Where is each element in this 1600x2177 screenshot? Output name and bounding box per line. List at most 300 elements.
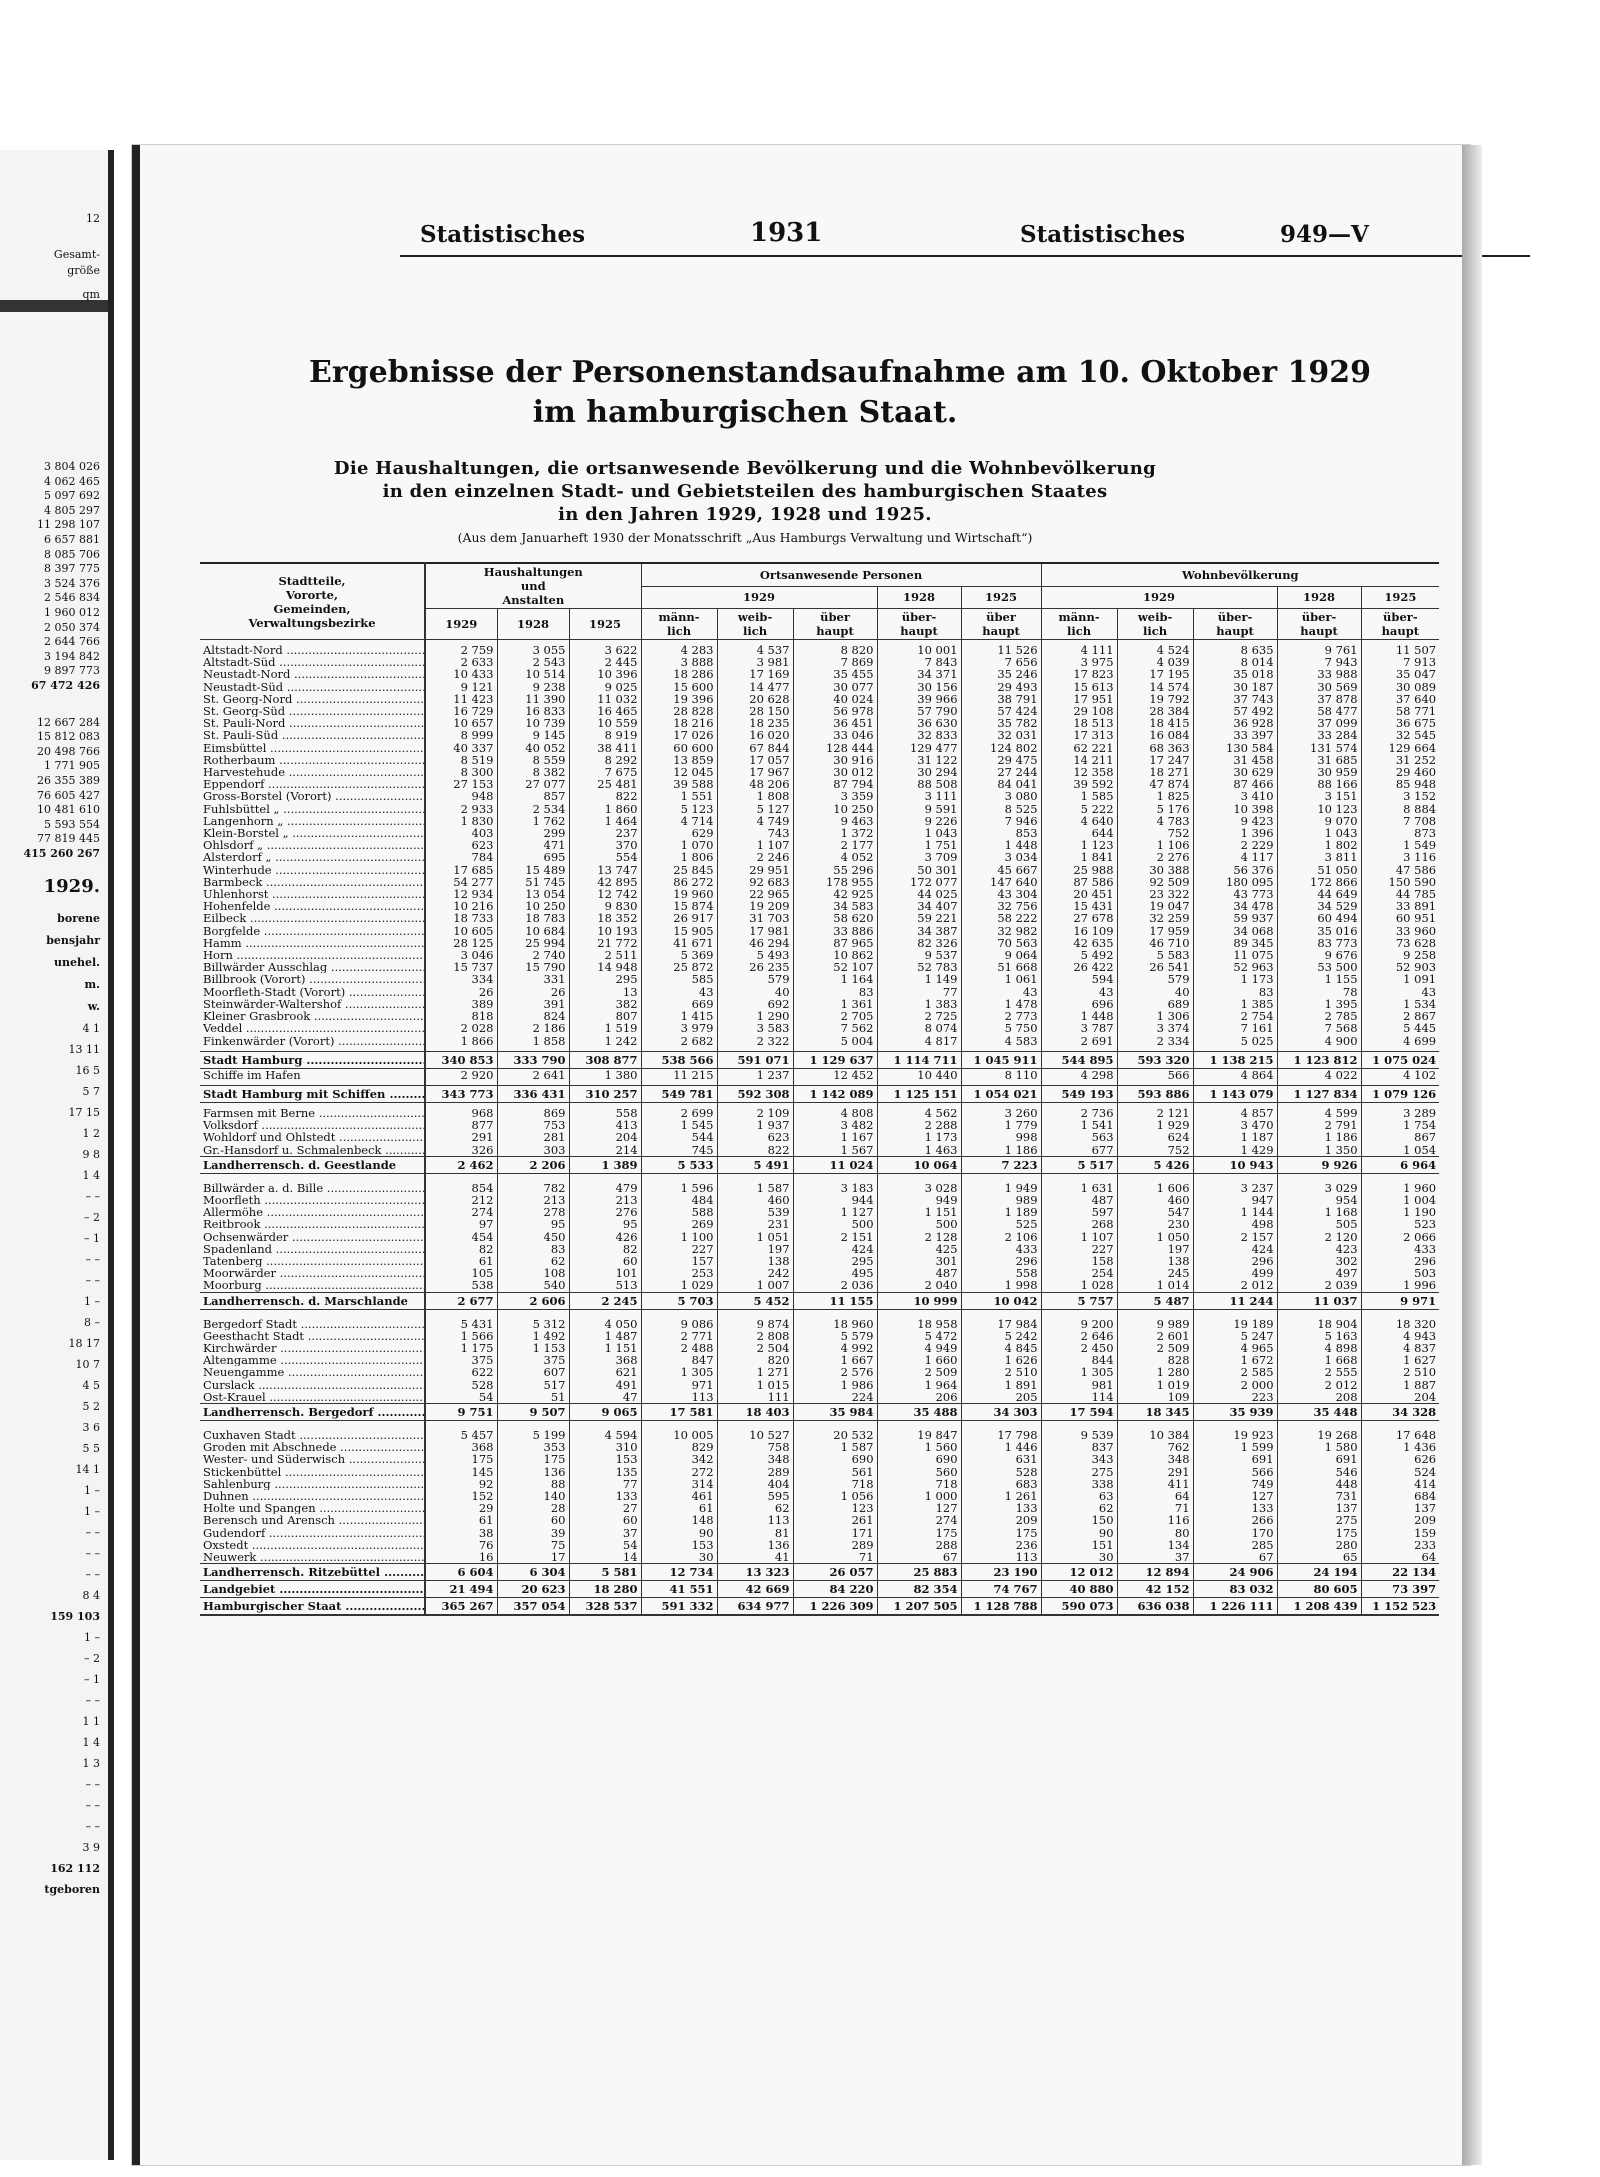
table-cell: 1 606 <box>1117 1182 1193 1194</box>
table-cell: 743 <box>717 827 793 839</box>
table-cell: 368 <box>569 1354 641 1366</box>
table-cell: 1 567 <box>793 1144 877 1157</box>
table-cell: 133 <box>1193 1502 1277 1514</box>
table-cell: 20 623 <box>497 1581 569 1598</box>
table-cell: 253 <box>641 1267 717 1279</box>
table-row <box>200 986 1439 998</box>
left-strip-text: 5 593 554 <box>44 817 100 831</box>
table-cell: 1 305 <box>641 1366 717 1378</box>
table-cell: 56 376 <box>1193 864 1277 876</box>
table-cell: 20 628 <box>717 693 793 705</box>
table-cell: 9 065 <box>569 1403 641 1420</box>
table-cell: 9 064 <box>961 949 1041 961</box>
table-cell: 272 <box>641 1466 717 1478</box>
row-label: Altstadt-Süd ..... <box>200 656 425 668</box>
table-cell: 1 100 <box>641 1231 717 1243</box>
table-cell: 4 857 <box>1193 1107 1277 1119</box>
table-cell: 2 462 <box>425 1156 497 1173</box>
table-cell: 61 <box>425 1255 497 1267</box>
table-cell: 4 965 <box>1193 1342 1277 1354</box>
table-cell: 2 000 <box>1193 1379 1277 1391</box>
table-cell: 854 <box>425 1182 497 1194</box>
left-strip-text: – – <box>85 1189 100 1203</box>
row-label: Groden mit Abschnede ..... <box>200 1441 425 1453</box>
table-cell: 9 989 <box>1117 1318 1193 1330</box>
table-cell: 47 586 <box>1395 863 1437 876</box>
table-cell: 42 925 <box>793 888 877 900</box>
table-cell: 26 <box>497 986 569 998</box>
summary-row <box>200 1403 1439 1420</box>
table-cell: 227 <box>641 1243 717 1255</box>
running-head-left: Statistisches <box>420 221 586 248</box>
table-cell: 22 134 <box>1361 1564 1439 1581</box>
table-cell: 2 867 <box>1403 1010 1437 1023</box>
table-cell: 22 965 <box>717 888 793 900</box>
table-cell: 15 874 <box>641 900 717 912</box>
table-cell: 752 <box>1117 827 1193 839</box>
table-cell: 689 <box>1117 998 1193 1010</box>
table-cell: 33 891 <box>1395 900 1437 913</box>
table-cell: 10 064 <box>877 1156 961 1173</box>
table-cell: 8 014 <box>1193 656 1277 668</box>
table-cell: 5 247 <box>1193 1330 1277 1342</box>
table-cell: 274 <box>425 1206 497 1218</box>
row-label: Billbrook (Vorort) ..... <box>200 973 425 985</box>
left-strip-text: unehel. <box>54 955 100 969</box>
table-cell: 1 580 <box>1277 1441 1361 1453</box>
table-cell: 60 494 <box>1277 912 1361 924</box>
table-cell: 86 272 <box>641 876 717 888</box>
row-label: Moorfleth-Stadt (Vorort) ..... <box>200 986 425 998</box>
table-cell: 14 477 <box>717 681 793 693</box>
table-cell: 59 937 <box>1193 912 1277 924</box>
table-cell: 1 380 <box>569 1068 641 1081</box>
row-label: Hamm ..... <box>200 937 425 949</box>
table-cell: 5 312 <box>497 1318 569 1330</box>
table-cell: 90 <box>641 1527 717 1539</box>
table-cell: 8 382 <box>497 766 569 778</box>
table-cell: 10 001 <box>877 644 961 656</box>
table-cell: 590 073 <box>1041 1598 1117 1616</box>
table-cell: 4 714 <box>641 815 717 827</box>
table-cell: 11 024 <box>793 1156 877 1173</box>
table-cell: 27 678 <box>1041 912 1117 924</box>
table-cell: 2 725 <box>877 1010 961 1022</box>
table-cell: 10 250 <box>793 803 877 815</box>
table-row <box>200 1194 1439 1206</box>
left-strip-text: tgeboren <box>44 1882 100 1896</box>
table-cell: 62 <box>717 1502 793 1514</box>
table-cell: 17 313 <box>1041 729 1117 741</box>
table-cell: 9 200 <box>1041 1318 1117 1330</box>
table-cell: 5 242 <box>961 1330 1041 1342</box>
table-cell: 549 193 <box>1041 1085 1117 1102</box>
table-cell: 2 785 <box>1277 1010 1361 1022</box>
table-cell: 2 109 <box>717 1107 793 1119</box>
left-strip-text: 1 – <box>84 1483 100 1497</box>
table-cell: 36 928 <box>1193 717 1277 729</box>
table-cell: 837 <box>1041 1441 1117 1453</box>
table-cell: 78 <box>1277 986 1361 998</box>
left-strip-text: – – <box>85 1567 100 1581</box>
table-cell: 10 440 <box>877 1068 961 1081</box>
table-cell: 828 <box>1117 1354 1193 1366</box>
table-cell: 753 <box>497 1119 569 1131</box>
table-cell: 853 <box>961 827 1041 839</box>
table-cell: 3 359 <box>793 790 877 802</box>
table-cell: 34 583 <box>793 900 877 912</box>
table-cell: 495 <box>793 1267 877 1279</box>
table-cell: 178 955 <box>793 876 877 888</box>
row-label: Landherrensch. d. Marschlande <box>200 1292 425 1309</box>
table-row <box>200 681 1439 693</box>
page-number: 949—V <box>1280 221 1369 248</box>
table-cell: 7 869 <box>793 656 877 668</box>
table-cell: 31 122 <box>877 754 961 766</box>
table-cell: 1 626 <box>961 1354 1041 1366</box>
summary-row <box>200 1085 1439 1102</box>
table-cell: 782 <box>497 1182 569 1194</box>
row-label: Langenhorn „ ..... <box>200 815 425 827</box>
left-strip-text: 13 11 <box>68 1042 100 1056</box>
table-cell: 205 <box>961 1391 1041 1404</box>
row-label: Hohenfelde ..... <box>200 900 425 912</box>
table-row <box>200 754 1439 766</box>
table-cell: 3 709 <box>877 851 961 863</box>
table-cell: 370 <box>569 839 641 851</box>
table-cell: 175 <box>497 1453 569 1465</box>
table-cell: 7 913 <box>1403 656 1437 669</box>
row-label: Alsterdorf „ ..... <box>200 851 425 863</box>
row-label: Eppendorf ..... <box>200 778 425 790</box>
table-cell: 152 <box>425 1490 497 1502</box>
table-cell: 9 258 <box>1403 949 1437 962</box>
table-cell: 623 <box>717 1131 793 1143</box>
table-cell: 231 <box>717 1218 793 1230</box>
table-cell: 1 208 439 <box>1277 1598 1361 1616</box>
table-cell: 4 992 <box>793 1342 877 1354</box>
table-cell: 2 445 <box>569 656 641 668</box>
table-cell: 266 <box>1193 1514 1277 1526</box>
summary-row <box>200 1051 1439 1068</box>
table-cell: 61 <box>641 1502 717 1514</box>
row-label: Steinwärder-Waltershof ..... <box>200 998 425 1010</box>
table-cell: 1 151 <box>877 1206 961 1218</box>
table-cell: 413 <box>569 1119 641 1131</box>
table-body <box>200 640 1439 1616</box>
table-cell: 9 591 <box>877 803 961 815</box>
table-cell: 299 <box>497 827 569 839</box>
table-cell: 745 <box>641 1144 717 1157</box>
table-cell: 82 <box>569 1243 641 1255</box>
table-cell: 214 <box>569 1144 641 1157</box>
table-row <box>200 790 1439 802</box>
table-cell: 822 <box>569 790 641 802</box>
table-cell: 275 <box>1041 1466 1117 1478</box>
table-cell: 30 077 <box>793 681 877 693</box>
table-cell: 19 189 <box>1193 1318 1277 1330</box>
table-cell: 280 <box>1277 1539 1361 1551</box>
table-cell: 566 <box>1193 1466 1277 1478</box>
table-cell: 424 <box>1193 1243 1277 1255</box>
table-cell: 1 668 <box>1277 1354 1361 1366</box>
table-cell: 30 <box>1041 1551 1117 1564</box>
table-cell: 1 173 <box>1193 973 1277 985</box>
table-cell: 454 <box>425 1231 497 1243</box>
left-strip-text: größe <box>67 264 100 277</box>
table-cell: 2 933 <box>425 803 497 815</box>
table-cell: 375 <box>497 1354 569 1366</box>
table-cell: 5 533 <box>641 1156 717 1173</box>
table-cell: 867 <box>1414 1131 1437 1144</box>
row-label: Billwärder a. d. Bille ..... <box>200 1182 425 1194</box>
table-cell: 41 <box>717 1551 793 1564</box>
left-strip-text: – – <box>85 1798 100 1812</box>
table-cell: 1 019 <box>1117 1379 1193 1391</box>
table-cell: 83 032 <box>1193 1581 1277 1598</box>
table-cell: 41 551 <box>641 1581 717 1598</box>
table-cell: 52 963 <box>1193 961 1277 973</box>
table-cell: 1 396 <box>1193 827 1277 839</box>
total-header: über- haupt <box>1361 609 1439 640</box>
left-strip-text: 8 085 706 <box>44 547 100 561</box>
left-strip-text: – – <box>85 1777 100 1791</box>
table-cell: 285 <box>1193 1539 1277 1551</box>
table-cell: 16 729 <box>425 705 497 717</box>
table-cell: 9 226 <box>877 815 961 827</box>
table-cell: 690 <box>793 1453 877 1465</box>
table-cell: 35 984 <box>793 1403 877 1420</box>
row-label: Harvestehude ..... <box>200 766 425 778</box>
table-cell: 1 045 911 <box>961 1051 1041 1068</box>
table-cell: 10 042 <box>961 1292 1041 1309</box>
summary-row <box>200 1564 1439 1581</box>
table-cell: 2 773 <box>961 1010 1041 1022</box>
table-cell: 524 <box>1414 1465 1437 1478</box>
table-cell: 303 <box>497 1144 569 1157</box>
row-label: Cuxhaven Stadt ..... <box>200 1429 425 1441</box>
table-cell: 11 155 <box>793 1292 877 1309</box>
table-cell: 60 <box>569 1514 641 1526</box>
table-cell: 752 <box>1117 1144 1193 1157</box>
table-cell: 175 <box>425 1453 497 1465</box>
table-row <box>200 1255 1439 1267</box>
table-cell: 7 708 <box>1403 814 1437 828</box>
table-cell: 1 415 <box>641 1010 717 1022</box>
table-cell: 131 574 <box>1277 742 1361 754</box>
left-page-edge <box>0 300 108 312</box>
running-head-year: 1931 <box>750 218 823 248</box>
table-cell: 197 <box>1117 1243 1193 1255</box>
table-cell: 39 592 <box>1041 778 1117 790</box>
table-cell: 310 257 <box>569 1085 641 1102</box>
table-cell: 5 517 <box>1041 1156 1117 1173</box>
table-cell: 46 294 <box>717 937 793 949</box>
table-cell: 1 043 <box>1277 827 1361 839</box>
table-cell: 269 <box>641 1218 717 1230</box>
table-cell: 57 492 <box>1193 705 1277 717</box>
table-cell: 21 772 <box>569 937 641 949</box>
left-strip-text: 5 7 <box>82 1084 100 1098</box>
table-cell: 1 627 <box>1403 1354 1437 1367</box>
table-cell: 9 751 <box>425 1403 497 1420</box>
table-cell: 274 <box>877 1514 961 1526</box>
table-cell: 5 457 <box>425 1429 497 1441</box>
table-cell: 89 345 <box>1193 937 1277 949</box>
row-label: Reitbrook ..... <box>200 1218 425 1230</box>
table-cell: 16 465 <box>569 705 641 717</box>
table-cell: 4 583 <box>961 1035 1041 1047</box>
table-cell: 92 509 <box>1117 876 1193 888</box>
table-cell: 128 444 <box>793 742 877 754</box>
table-cell: 1 186 <box>1277 1131 1361 1143</box>
table-row <box>200 1429 1439 1441</box>
table-cell: 11 390 <box>497 693 569 705</box>
table-cell: 5 199 <box>497 1429 569 1441</box>
table-cell: 3 787 <box>1041 1022 1117 1034</box>
table-cell: 308 877 <box>569 1051 641 1068</box>
table-cell: 949 <box>877 1194 961 1206</box>
table-cell: 7 675 <box>569 766 641 778</box>
table-cell: 175 <box>1277 1527 1361 1539</box>
left-strip-text: 77 819 445 <box>37 832 100 846</box>
table-cell: 26 057 <box>793 1564 877 1581</box>
summary-row <box>200 1581 1439 1598</box>
table-cell: 3 260 <box>961 1107 1041 1119</box>
table-cell: 528 <box>425 1379 497 1391</box>
table-cell: 948 <box>425 790 497 802</box>
table-cell: 4 949 <box>877 1342 961 1354</box>
table-cell: 37 099 <box>1277 717 1361 729</box>
table-cell: 523 <box>1414 1218 1437 1231</box>
row-label: Allermöhe ..... <box>200 1206 425 1218</box>
table-cell: 1 190 <box>1403 1206 1437 1219</box>
table-cell: 998 <box>961 1131 1041 1143</box>
table-cell: 33 960 <box>1395 924 1437 937</box>
row-label: Hamburgischer Staat ..... <box>200 1598 425 1616</box>
table-cell: 525 <box>961 1218 1041 1230</box>
table-cell: 17 <box>497 1551 569 1564</box>
table-cell: 30 294 <box>877 766 961 778</box>
row-label: Barmbeck ..... <box>200 876 425 888</box>
table-cell: 1 138 215 <box>1193 1051 1277 1068</box>
table-cell: 62 221 <box>1041 742 1117 754</box>
table-cell: 365 267 <box>425 1598 497 1616</box>
table-cell: 338 <box>1041 1478 1117 1490</box>
table-cell: 30 012 <box>793 766 877 778</box>
table-cell: 53 500 <box>1277 961 1361 973</box>
table-cell: 30 <box>641 1551 717 1564</box>
left-strip-text: 1 – <box>84 1504 100 1518</box>
table-cell: 1 672 <box>1193 1354 1277 1366</box>
table-cell: 1 079 126 <box>1361 1085 1439 1102</box>
table-cell: 36 451 <box>793 717 877 729</box>
table-cell: 43 304 <box>961 888 1041 900</box>
table-cell: 1 866 <box>425 1035 497 1047</box>
table-cell: 425 <box>877 1243 961 1255</box>
table-cell: 151 <box>1041 1539 1117 1551</box>
table-cell: 2 028 <box>425 1022 497 1034</box>
table-cell: 8 074 <box>877 1022 961 1034</box>
table-cell: 513 <box>569 1279 641 1292</box>
table-cell: 26 917 <box>641 912 717 924</box>
table-cell: 2 229 <box>1193 839 1277 851</box>
table-cell: 1 107 <box>717 839 793 851</box>
table-cell: 348 <box>1117 1453 1193 1465</box>
table-cell: 18 320 <box>1395 1317 1437 1330</box>
table-cell: 1 841 <box>1041 851 1117 863</box>
left-strip-text: 9 8 <box>82 1147 100 1161</box>
table-cell: 2 759 <box>425 644 497 656</box>
table-row <box>200 1243 1439 1255</box>
table-row <box>200 937 1439 949</box>
table-cell: 28 150 <box>717 705 793 717</box>
row-label: Kleiner Grasbrook ..... <box>200 1010 425 1022</box>
table-cell: 14 <box>569 1551 641 1564</box>
table-cell: 500 <box>793 1218 877 1230</box>
table-cell: 1 929 <box>1117 1119 1193 1131</box>
left-strip-text: 1 – <box>84 1294 100 1308</box>
table-cell: 123 <box>793 1502 877 1514</box>
table-row <box>200 742 1439 754</box>
table-cell: 2 012 <box>1193 1279 1277 1292</box>
table-row <box>200 1035 1439 1047</box>
table-cell: 1 587 <box>793 1441 877 1453</box>
row-label: Gudendorf ..... <box>200 1527 425 1539</box>
table-row <box>200 1366 1439 1378</box>
table-cell: 11 526 <box>961 644 1041 656</box>
population-table <box>200 562 1437 1616</box>
table-cell: 4 111 <box>1041 644 1117 656</box>
table-cell: 25 994 <box>497 937 569 949</box>
table-cell: 2 633 <box>425 656 497 668</box>
table-cell: 4 837 <box>1403 1341 1437 1355</box>
table-cell: 82 326 <box>877 937 961 949</box>
table-row <box>200 1478 1439 1490</box>
table-cell: 357 054 <box>497 1598 569 1616</box>
table-cell: 14 574 <box>1117 681 1193 693</box>
table-cell: 81 <box>717 1527 793 1539</box>
row-label: Altstadt-Nord ..... <box>200 644 425 656</box>
table-cell: 1 492 <box>497 1330 569 1342</box>
table-cell: 9 121 <box>425 681 497 693</box>
table-cell: 554 <box>569 851 641 863</box>
table-cell: 175 <box>961 1527 1041 1539</box>
table-cell: 13 <box>569 986 641 998</box>
table-cell: 29 460 <box>1395 766 1437 779</box>
table-cell: 484 <box>641 1194 717 1206</box>
table-cell: 7 656 <box>961 656 1041 668</box>
table-cell: 1 164 <box>793 973 877 985</box>
table-cell: 954 <box>1277 1194 1361 1206</box>
table-cell: 2 128 <box>877 1231 961 1243</box>
table-cell: 83 <box>1193 986 1277 998</box>
left-strip-text: 26 355 389 <box>37 774 100 787</box>
table-cell: 10 123 <box>1277 803 1361 815</box>
table-cell: 822 <box>717 1144 793 1157</box>
table-cell: 591 332 <box>641 1598 717 1616</box>
table-cell: 88 508 <box>877 778 961 790</box>
table-cell: 758 <box>717 1441 793 1453</box>
table-cell: 340 853 <box>425 1051 497 1068</box>
table-cell: 517 <box>497 1379 569 1391</box>
table-cell: 25 883 <box>877 1564 961 1581</box>
table-cell: 9 874 <box>717 1318 793 1330</box>
table-cell: 692 <box>717 998 793 1010</box>
table-row <box>200 1010 1439 1022</box>
table-cell: 1 998 <box>961 1279 1041 1292</box>
year-header: 1928 <box>1277 586 1361 608</box>
